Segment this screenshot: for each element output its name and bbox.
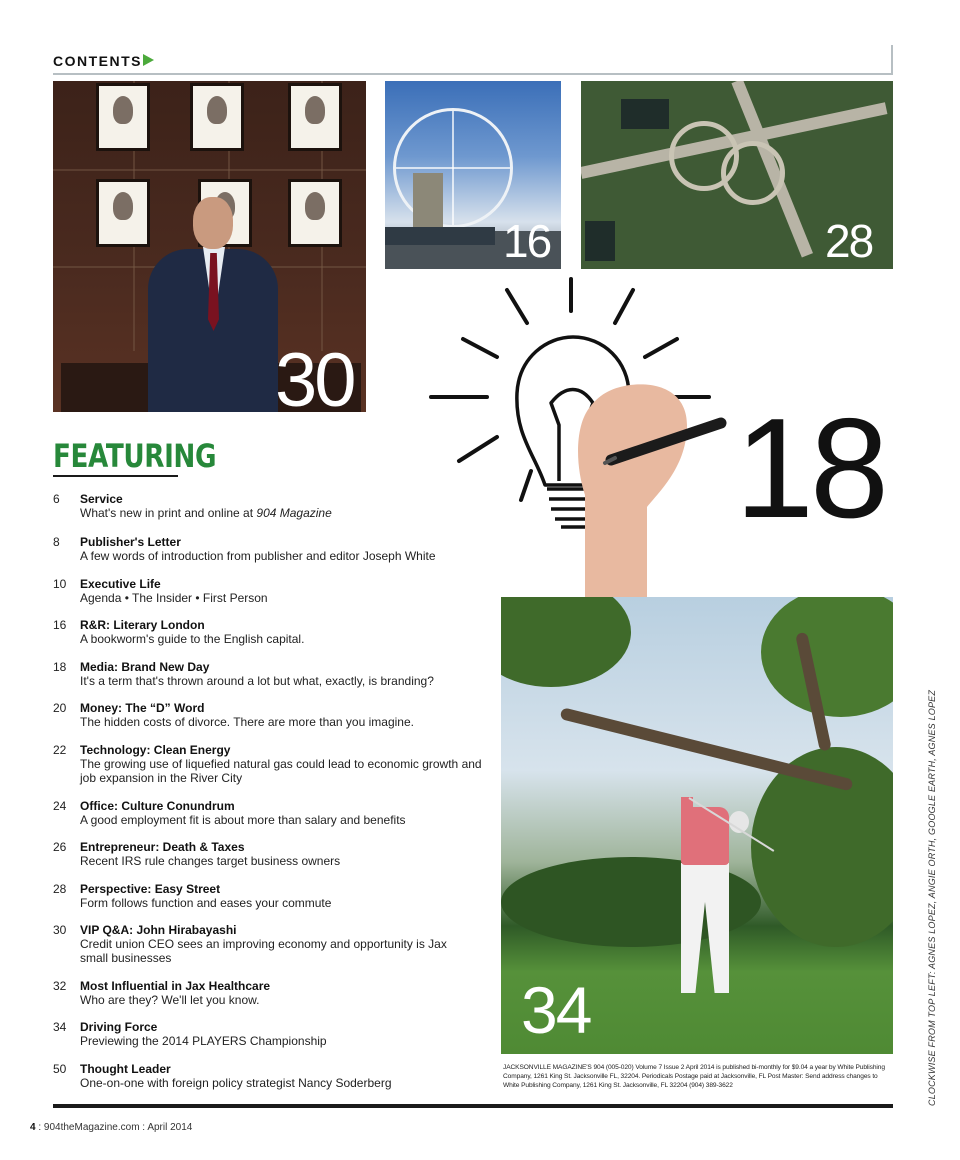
section-page-number-18: 18 — [735, 389, 885, 548]
toc-page-number: 50 — [53, 1062, 67, 1076]
toc-entry-brand-new-day[interactable] — [53, 660, 493, 688]
boardroom-photo[interactable] — [53, 81, 366, 412]
toc-description: Who are they? We'll let you know. — [80, 993, 260, 1007]
toc-page-number: 22 — [53, 743, 67, 757]
building — [413, 173, 443, 231]
footer-issue-date: April 2014 — [147, 1122, 193, 1133]
toc-entry-d-word[interactable] — [53, 701, 493, 729]
toc-title[interactable]: Perspective: Easy Street — [80, 882, 221, 896]
contents-header — [53, 53, 893, 77]
ray — [459, 437, 497, 461]
folio-page-number: 4 — [30, 1122, 36, 1133]
toc-entry-publishers-letter[interactable] — [53, 535, 493, 563]
ferris-wheel — [393, 108, 513, 228]
toc-title[interactable]: Executive Life — [80, 577, 161, 591]
toc-title[interactable]: Office: Culture Conundrum — [80, 799, 235, 813]
toc-entry-executive-life[interactable] — [53, 577, 493, 605]
toc-title[interactable]: Media: Brand New Day — [80, 660, 210, 674]
featuring-underline — [53, 475, 178, 477]
toc-page-number: 30 — [53, 923, 67, 937]
toc-entry-literary-london[interactable] — [53, 618, 493, 646]
ray — [463, 339, 497, 357]
framed-portrait — [96, 83, 150, 151]
footer-separator: : — [35, 1122, 44, 1133]
photo-page-number: 30 — [275, 338, 354, 412]
play-arrow-icon — [143, 54, 154, 66]
toc-description: The hidden costs of divorce. There are more than you imagine. — [80, 715, 414, 729]
toc-description: A bookworm's guide to the English capital. — [80, 632, 305, 646]
toc-entry-thought-leader[interactable] — [53, 1062, 493, 1090]
toc-page-number: 20 — [53, 701, 67, 715]
photo-credits: CLOCKWISE FROM TOP LEFT: AGNES LOPEZ, ANGIE ORTH, GOOGLE EARTH, AGNES LOPEZ — [927, 689, 937, 1106]
golf-photo[interactable] — [501, 597, 893, 1054]
oak-branch — [560, 707, 854, 791]
toc-page-number: 24 — [53, 799, 67, 813]
toc-page-number: 34 — [53, 1020, 67, 1034]
toc-description: One-on-one with foreign policy strategist Nancy Soderberg — [80, 1076, 392, 1090]
page-footer — [30, 1122, 192, 1133]
toc-description: Agenda • The Insider • First Person — [80, 591, 268, 605]
ray — [521, 471, 531, 500]
toc-description: Previewing the 2014 PLAYERS Championship — [80, 1034, 327, 1048]
london-eye-photo[interactable] — [385, 81, 561, 269]
framed-portrait — [288, 179, 342, 247]
toc-title[interactable]: Most Influential in Jax Healthcare — [80, 979, 271, 993]
toc-entry-clean-energy[interactable] — [53, 743, 493, 785]
photo-page-number: 28 — [825, 215, 873, 267]
magazine-name: 904 Magazine — [256, 506, 332, 520]
footer-separator: : — [139, 1122, 148, 1133]
toc-description: Credit union CEO sees an improving economy and opportunity is Jax small businesses — [80, 937, 447, 965]
ray — [507, 290, 527, 323]
toc-page-number: 10 — [53, 577, 67, 591]
toc-title[interactable]: Technology: Clean Energy — [80, 743, 231, 757]
tree-canopy — [501, 597, 631, 687]
ray — [645, 339, 677, 357]
toc-title[interactable]: Driving Force — [80, 1020, 158, 1034]
toc-entry-easy-street[interactable] — [53, 882, 493, 910]
header-rule — [53, 73, 893, 75]
ray — [615, 290, 633, 323]
toc-title[interactable]: Publisher's Letter — [80, 535, 181, 549]
contents-label: CONTENTS — [53, 53, 142, 69]
toc-description: The growing use of liquefied natural gas could lead to economic growth and job expansion in the River City — [80, 757, 482, 785]
person-head — [193, 197, 233, 249]
masthead-statement: JACKSONVILLE MAGAZINE'S 904 (005-020) Volume 7 Issue 2 April 2014 is published bi-monthly for $9.04 a year by White Publishing Company, 1261 King St. Jacksonville FL, 32204. Periodicals Postage paid at Jacksonville, FL Post Master: Send address changes to White Publishing Company, 1261 King St. Jacksonville, FL 32204 (904) 389-3622 — [503, 1064, 885, 1089]
framed-portrait — [96, 179, 150, 247]
toc-description-text: What's new in print and online at — [80, 506, 257, 520]
tree-canopy — [761, 597, 893, 717]
toc-title[interactable]: Thought Leader — [80, 1062, 171, 1076]
toc-description: Form follows function and eases your commute — [80, 896, 332, 910]
toc-title[interactable]: Service — [80, 492, 123, 506]
toc-description: A good employment fit is about more than salary and benefits — [80, 813, 406, 827]
framed-portrait — [190, 83, 244, 151]
pond — [621, 99, 669, 129]
framed-portrait — [288, 83, 342, 151]
toc-entry-service[interactable] — [53, 492, 332, 520]
toc-description — [80, 506, 332, 520]
wall-panel-line — [53, 169, 366, 171]
photo-page-number: 34 — [521, 973, 591, 1047]
header-rule-tick — [891, 45, 893, 75]
toc-entry-culture-conundrum[interactable] — [53, 799, 493, 827]
toc-entry-driving-force[interactable] — [53, 1020, 493, 1048]
hand — [578, 384, 687, 600]
boat — [385, 227, 495, 245]
toc-title[interactable]: Money: The “D” Word — [80, 701, 205, 715]
toc-entry-death-taxes[interactable] — [53, 840, 493, 868]
interchange-loop — [721, 141, 785, 205]
hand-holding-pen — [578, 384, 721, 600]
footer-site-link[interactable]: 904theMagazine.com — [43, 1122, 140, 1133]
toc-entry-most-influential[interactable] — [53, 979, 493, 1007]
toc-page-number: 16 — [53, 618, 67, 632]
toc-title[interactable]: Entrepreneur: Death & Taxes — [80, 840, 245, 854]
toc-page-number: 32 — [53, 979, 67, 993]
toc-page-number: 18 — [53, 660, 67, 674]
toc-entry-vip-qa[interactable] — [53, 923, 453, 965]
golfer-arm — [681, 797, 693, 825]
toc-title[interactable]: R&R: Literary London — [80, 618, 205, 632]
photo-page-number: 16 — [503, 215, 551, 267]
toc-page-number: 28 — [53, 882, 67, 896]
toc-title[interactable]: VIP Q&A: John Hirabayashi — [80, 923, 237, 937]
toc-page-number: 6 — [53, 492, 60, 506]
toc-page-number: 26 — [53, 840, 67, 854]
interchange-aerial-photo[interactable] — [581, 81, 893, 269]
toc-description: It's a term that's thrown around a lot but what, exactly, is branding? — [80, 674, 434, 688]
featuring-heading: FEATURING — [53, 437, 217, 475]
toc-page-number: 8 — [53, 535, 60, 549]
toc-description: Recent IRS rule changes target business owners — [80, 854, 341, 868]
toc-description: A few words of introduction from publisher and editor Joseph White — [80, 549, 436, 563]
footer-rule — [53, 1104, 893, 1108]
pond — [585, 221, 615, 261]
